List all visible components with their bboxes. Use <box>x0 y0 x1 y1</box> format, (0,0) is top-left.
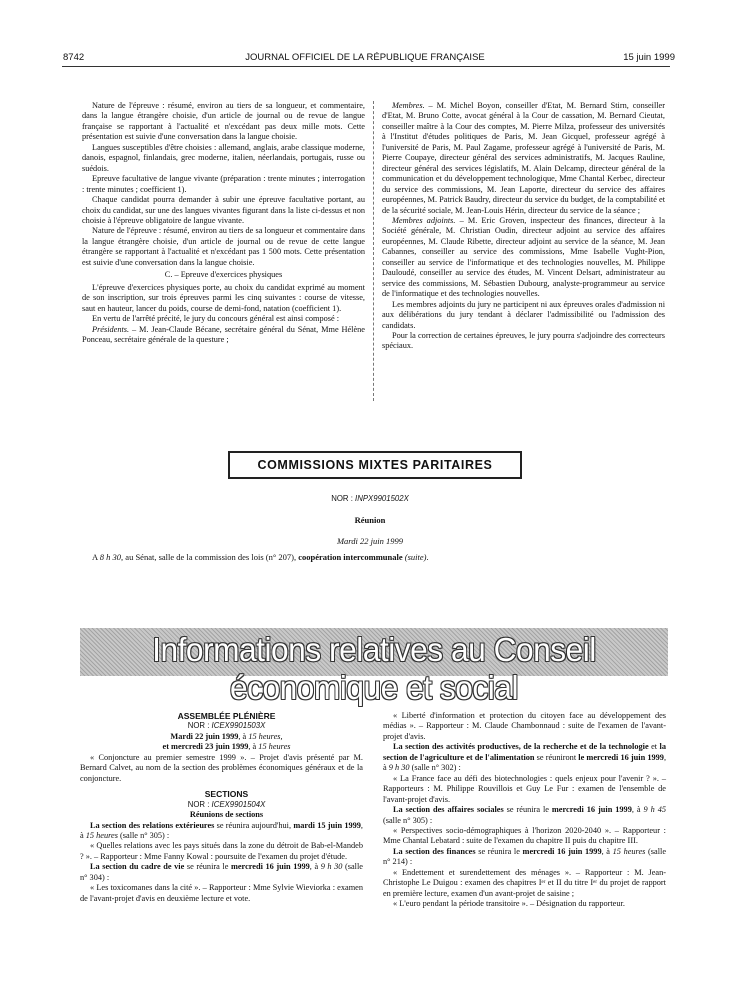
nor-reference: NOR : INPX9901502X <box>331 494 409 503</box>
paragraph <box>382 216 665 300</box>
paragraph <box>382 101 665 216</box>
paragraph: La section des finances se réunira le mercredi 16 juin 1999, à 15 heures (salle n° 214) : <box>383 846 666 867</box>
paragraph: L'épreuve d'exercices physiques porte, au choix du candidat exprimé au moment de son inscription, sur trois épreuves parmi les cinq suivantes : course de vitesse, saut en hauteur, lancer du poids, course de demi-fond, natation (coefficient 1). <box>82 282 365 313</box>
paragraph: La section des affaires sociales se réunira le mercredi 16 juin 1999, à 9 h 45 (salle n° 305) : <box>383 805 666 825</box>
ces-banner <box>80 628 668 706</box>
paragraph: « Liberté d'information et protection du citoyen face au développement des médias ». – Rapporteur : M. Claude Chambonnaud : suite de l'examen de l'avant-projet d'avis. <box>383 711 666 741</box>
paragraph: Langues susceptibles d'être choisies : allemand, anglais, arabe classique moderne, danois, espagnol, finlandais, grec moderne, italien, néerlandais, portugais, russe ou suédois. <box>82 142 365 173</box>
session-date: et mercredi 23 juin 1999, à 15 heures <box>162 742 291 752</box>
text: – M. Michel Boyon, conseiller d'Etat, M. Bernard Stirn, conseiller d'Etat, M. Bruno Cotte, avocat général à la Cour de cassation, M. Bernard Cieutat, conseiller maître à la Cour des comptes, M. Pierre Milza, professeur des universités à l'Institut d'études politiques de Paris, M. Jean Gicquel, professeur agrégé à l'université de Paris, M. Paul Zagame, professeur agrégé à l'université de Paris, M. Pierre Coupaye, directeur général des services administratifs, M. Jacques Rauline, directeur général des services législatifs, M. Alain Delcamp, directeur général de la communication et du développement technologique, Mme Chantal Kerbec, directeur du service des commissions, M. Jean Laporte, directeur du service des affaires européennes, M. Patrick Baudry, directeur du service du budget, de la comptabilité et de la sécurité sociale, M. Jean-Louis Hérin, directeur du service de la séance ; <box>382 101 665 215</box>
session-date: Mardi 22 juin 1999, à 15 heures, <box>170 731 283 741</box>
commissions-title: COMMISSIONS MIXTES PARITAIRES <box>257 458 493 472</box>
issue-date: 15 juin 1999 <box>623 52 675 63</box>
paragraph: « Les toxicomanes dans la cité ». – Rapporteur : Mme Sylvie Wieviorka : examen de l'avant-projet d'avis en deuxième lecture et vote. <box>80 883 363 903</box>
header-rule <box>62 66 670 67</box>
reunion-date: Mardi 22 juin 1999 <box>336 536 404 546</box>
paragraph: « Conjoncture au premier semestre 1999 ». – Projet d'avis présenté par M. Bernard Calvet, au nom de la section des problèmes économiques généraux et de la conjoncture. <box>80 752 363 783</box>
bottom-left-column <box>80 711 363 904</box>
nor-reference: NOR : ICEX9901504X <box>187 799 266 809</box>
paragraph: « Perspectives socio-démographiques à l'horizon 2020-2040 ». – Rapporteur : Mme Chantal Lebatard : suite de l'examen du chapitre II puis du chapitre III. <box>383 825 666 846</box>
text: – M. Eric Groven, inspecteur des finances, directeur à la Société générale, M. Christian Oudin, directeur adjoint au service des affaires européennes, M. Claude Ribette, directeur adjoint au service de la séance, M. Jean Cabannes, conseiller au service des commissions, Mme Isabelle Vught-Pion, conseiller au service de l'informatique et des technologies nouvelles, M. Philippe Dauloudé, conseiller au service des études, M. Vincent Delsart, administrateur au service des commissions, M. Sébastien Dubourg, analyste-programmeur au service de l'informatique et des technologies nouvelles. <box>382 215 666 299</box>
column-divider <box>373 101 374 401</box>
section-heading: C. – Epreuve d'exercices physiques <box>164 270 283 280</box>
paragraph: Pour la correction de certaines épreuves, le jury pourra s'adjoindre des correcteurs spéciaux. <box>382 330 665 351</box>
page-header <box>55 52 675 66</box>
banner-title: Informations relatives au Conseil économique et social <box>152 631 596 706</box>
reunion-heading: Réunion <box>354 515 386 525</box>
paragraph: La section des relations extérieures se réunira aujourd'hui, mardi 15 juin 1999, à 15 heures (salle n° 305) : <box>80 820 363 840</box>
top-right-column <box>382 101 665 352</box>
journal-title: JOURNAL OFFICIEL DE LA RÉPUBLIQUE FRANÇAISE <box>245 52 485 63</box>
top-left-column <box>82 101 365 345</box>
paragraph: Les membres adjoints du jury ne participent ni aux épreuves orales d'admission ni aux délibérations du jury tendant à déclarer l'admissibilité ou l'admission des candidats. <box>382 299 665 330</box>
paragraph: La section du cadre de vie se réunira le mercredi 16 juin 1999, à 9 h 30 (salle n° 304) : <box>80 862 363 882</box>
paragraph: La section des activités productives, de la recherche et de la technologie et la section de l'agriculture et de l'alimentation se réuniront le mercredi 16 juin 1999, à 9 h 30 (salle n° 302) : <box>383 742 667 773</box>
paragraph: « Endettement et surendettement des ménages ». – Rapporteur : M. Jean-Christophe Le Duigou : examen des chapitres Iᵉʳ et II du titre Iᵉʳ du projet de rapport en première lecture, examen d'un avant-projet de saisine ; <box>383 867 666 898</box>
paragraph: « L'euro pendant la période transitoire ». – Désignation du rapporteur. <box>393 899 625 909</box>
bottom-right-column <box>383 711 666 910</box>
commissions-title-box <box>228 451 522 479</box>
label: Présidents. <box>92 324 130 334</box>
paragraph: Epreuve facultative de langue vivante (préparation : trente minutes ; interrogation : trente minutes ; coefficient 1). <box>82 174 365 194</box>
paragraph <box>82 325 365 346</box>
paragraph: Nature de l'épreuve : résumé, environ au tiers de sa longueur et commentaire dans la langue étrangère choisie, d'un article de journal ou de revue de cette langue étrangère se rapportant à l'actualité et n'excédant pas 1 500 mots. Cette présentation est suivie d'une conversation dans la langue choisie. <box>82 226 365 267</box>
paragraph: Chaque candidat pourra demander à subir une épreuve facultative portant, au choix du candidat, sur une des langues vivantes figurant dans la liste ci-dessus et non choisie à l'épreuve obligatoire de langue vivante. <box>82 195 365 225</box>
section-heading: SECTIONS <box>204 789 249 800</box>
section-heading: ASSEMBLÉE PLÉNIÈRE <box>177 711 276 721</box>
page-number: 8742 <box>63 52 85 63</box>
text: – M. Jean-Claude Bécane, secrétaire général du Sénat, Mme Hélène Ponceau, secrétaire générale de la questure ; <box>82 324 365 344</box>
nor-code: INPX9901502X <box>355 494 409 503</box>
subsection-heading: Réunions de sections <box>189 810 264 820</box>
nor-reference: NOR : ICEX9901503X <box>187 721 266 731</box>
label: Membres. <box>392 101 425 110</box>
paragraph: En vertu de l'arrêté précité, le jury du concours général est ainsi composé : <box>92 314 340 324</box>
paragraph: « Quelles relations avec les pays situés dans la zone du détroit de Bab-el-Mandeb ? ». – Rapporteur : Mme Fanny Kowal : poursuite de l'examen du projet d'étude. <box>80 841 363 861</box>
reunion-detail: A 8 h 30, au Sénat, salle de la commission des lois (n° 207), coopération intercommunale (suite). <box>92 552 429 562</box>
label: Membres adjoints. <box>392 215 456 225</box>
paragraph: « La France face au défi des biotechnologies : quels enjeux pour l'avenir ? ». – Rapporteurs : M. Philippe Rouvillois et Guy Le Fur : examen de l'ensemble de l'avant-projet d'avis. <box>383 773 666 804</box>
paragraph: Nature de l'épreuve : résumé, environ au tiers de sa longueur, et commentaire, dans la langue étrangère choisie, d'un article de journal ou de revue de langue française se rapportant à l'actualité et n'excédant pas deux mille mots. Cette présentation est suivie d'une conversation dans la langue choisie. <box>82 101 365 142</box>
